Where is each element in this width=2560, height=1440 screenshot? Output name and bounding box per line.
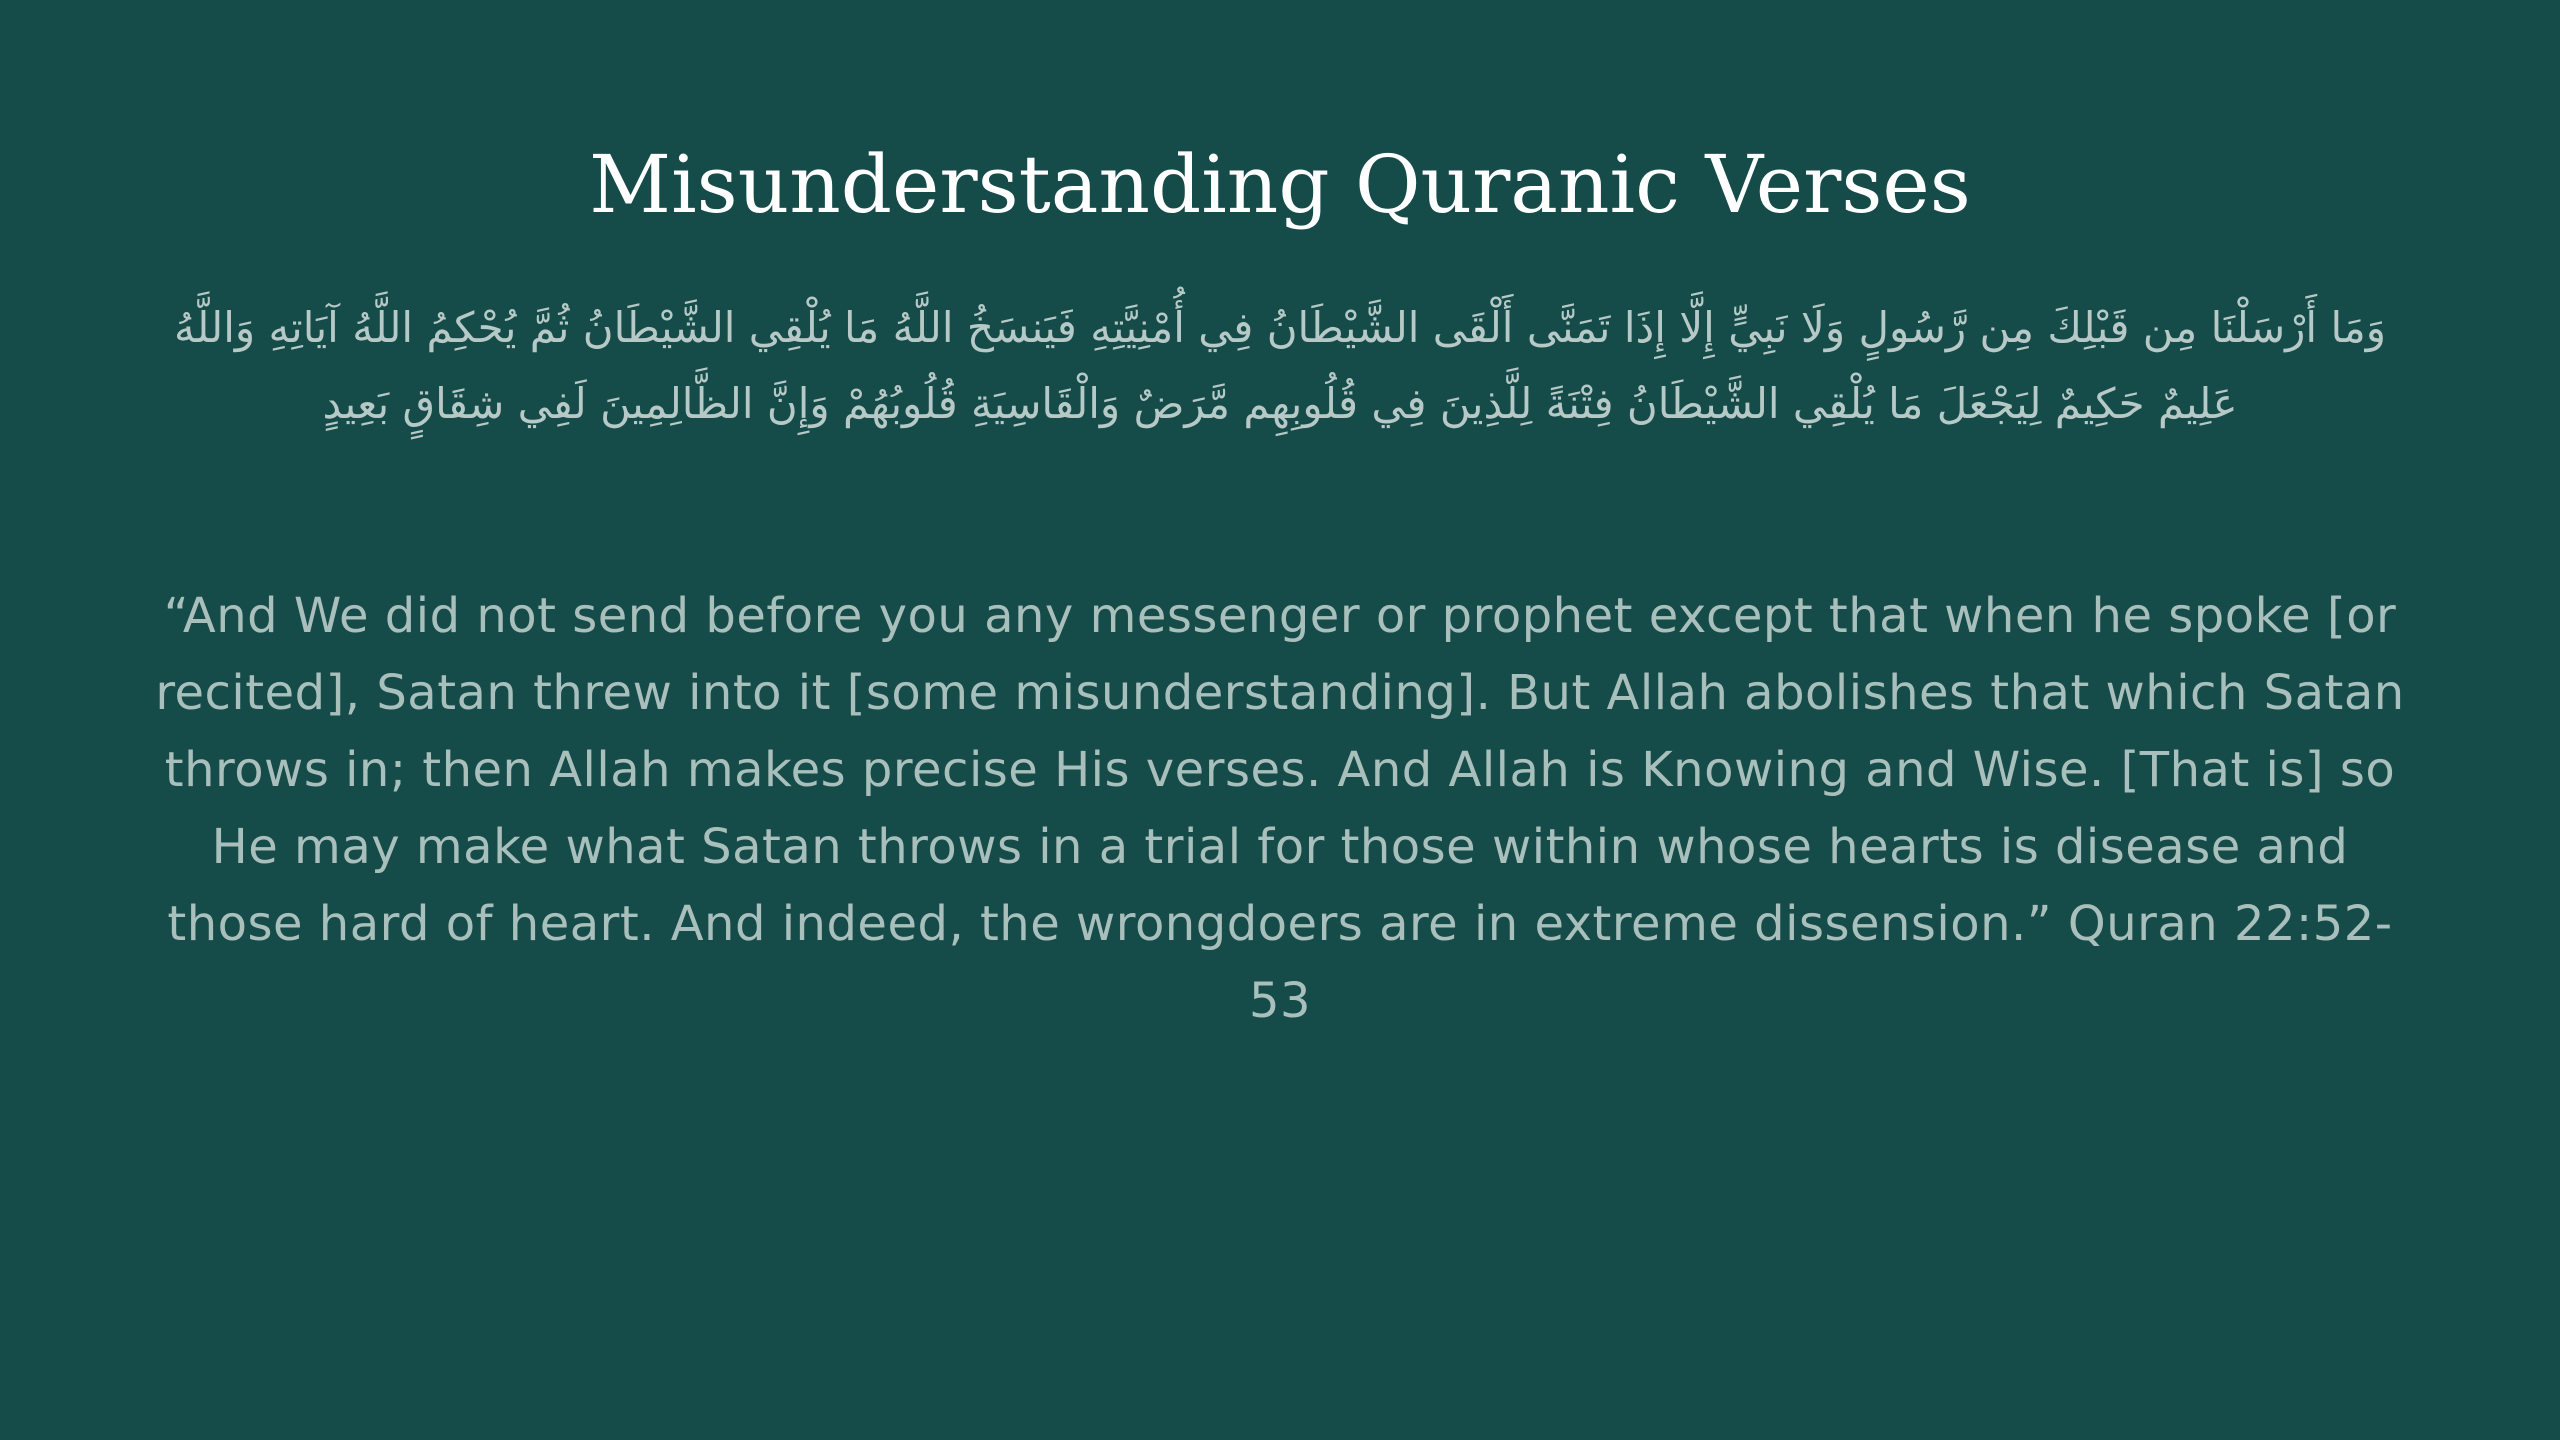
verse-translation: “And We did not send before you any messenger or prophet except that when he spoke [or recited], Satan threw into it [some misunderstanding]. But Allah abolishes that which Satan throws in; then Allah makes precise His verses. And Allah is Knowing and Wise. [That is] so He may make what Satan throws in a trial for those within whose hearts is disease and those hard of heart. And indeed, the wrongdoers are in extreme dissension.” Quran 22:52-53 [155,588,2405,1029]
arabic-verse: وَمَا أَرْسَلْنَا مِن قَبْلِكَ مِن رَّسُولٍ وَلَا نَبِيٍّ إِلَّا إِذَا تَمَنَّى أَلْقَى الشَّيْطَانُ فِي أُمْنِيَّتِهِ فَيَنسَخُ اللَّهُ مَا يُلْقِي الشَّيْطَانُ ثُمَّ يُحْكِمُ اللَّهُ آيَاتِهِ وَاللَّهُ عَلِيمٌ حَكِيمٌ لِيَجْعَلَ مَا يُلْقِي الشَّيْطَانُ فِتْنَةً لِلَّذِينَ فِي قُلُوبِهِم مَّرَضٌ وَالْقَاسِيَةِ قُلُوبُهُمْ وَإِنَّ الظَّالِمِينَ لَفِي شِقَاقٍ بَعِيدٍ [173,303,2387,428]
slide-title: Misunderstanding Quranic Verses [589,138,1971,231]
